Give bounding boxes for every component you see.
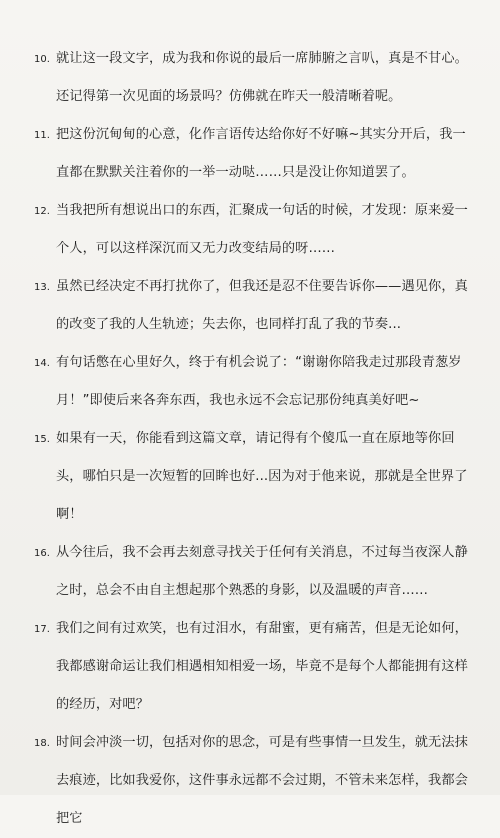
list-item [34, 724, 476, 838]
item-text: 如果有一天，你能看到这篇文章，请记得有个傻瓜一直在原地等你回头，哪怕只是一次短暂的回眸也好...因为对于他来说，那就是全世界了啊！ [56, 431, 468, 522]
list-item [34, 192, 476, 268]
list-item [34, 40, 476, 116]
item-number: 17. [34, 624, 50, 635]
item-number: 18. [34, 738, 50, 749]
list-item [34, 534, 476, 610]
item-number: 14. [34, 358, 50, 369]
item-number: 15. [34, 434, 50, 445]
item-number: 11. [34, 130, 50, 141]
item-number: 10. [34, 54, 50, 65]
item-number: 13. [34, 282, 50, 293]
list-item [34, 610, 476, 724]
item-text: 当我把所有想说出口的东西，汇聚成一句话的时候，才发现：原来爱一个人，可以这样深沉而又无力改变结局的呀…… [56, 203, 468, 256]
list-item [34, 268, 476, 344]
item-text: 我们之间有过欢笑，也有过泪水，有甜蜜，更有痛苦，但是无论如何，我都感谢命运让我们相遇相知相爱一场，毕竟不是每个人都能拥有这样的经历，对吧？ [56, 621, 468, 712]
item-number: 16. [34, 548, 50, 559]
item-text: 虽然已经决定不再打扰你了，但我还是忍不住要告诉你——遇见你，真的改变了我的人生轨迹；失去你，也同样打乱了我的节奏... [56, 279, 468, 332]
item-text: 从今往后，我不会再去刻意寻找关于任何有关消息，不过每当夜深人静之时，总会不由自主想起那个熟悉的身影，以及温暖的声音…… [56, 545, 468, 598]
item-number: 12. [34, 206, 50, 217]
item-text: 把这份沉甸甸的心意，化作言语传达给你好不好嘛~其实分开后，我一直都在默默关注着你的一举一动哒……只是没让你知道罢了。 [56, 127, 466, 180]
item-text: 有句话憋在心里好久，终于有机会说了：“谢谢你陪我走过那段青葱岁月！”即使后来各奔东西，我也永远不会忘记那份纯真美好吧~ [56, 355, 462, 408]
list-item [34, 116, 476, 192]
list-item [34, 420, 476, 534]
list-item [34, 344, 476, 420]
item-text: 时间会冲淡一切，包括对你的思念，可是有些事情一旦发生，就无法抹去痕迹，比如我爱你，这件事永远都不会过期，不管未来怎样，我都会把它 [56, 735, 468, 826]
item-text: 就让这一段文字，成为我和你说的最后一席肺腑之言叭，真是不甘心。还记得第一次见面的场景吗？仿佛就在昨天一般清晰着呢。 [56, 51, 468, 104]
